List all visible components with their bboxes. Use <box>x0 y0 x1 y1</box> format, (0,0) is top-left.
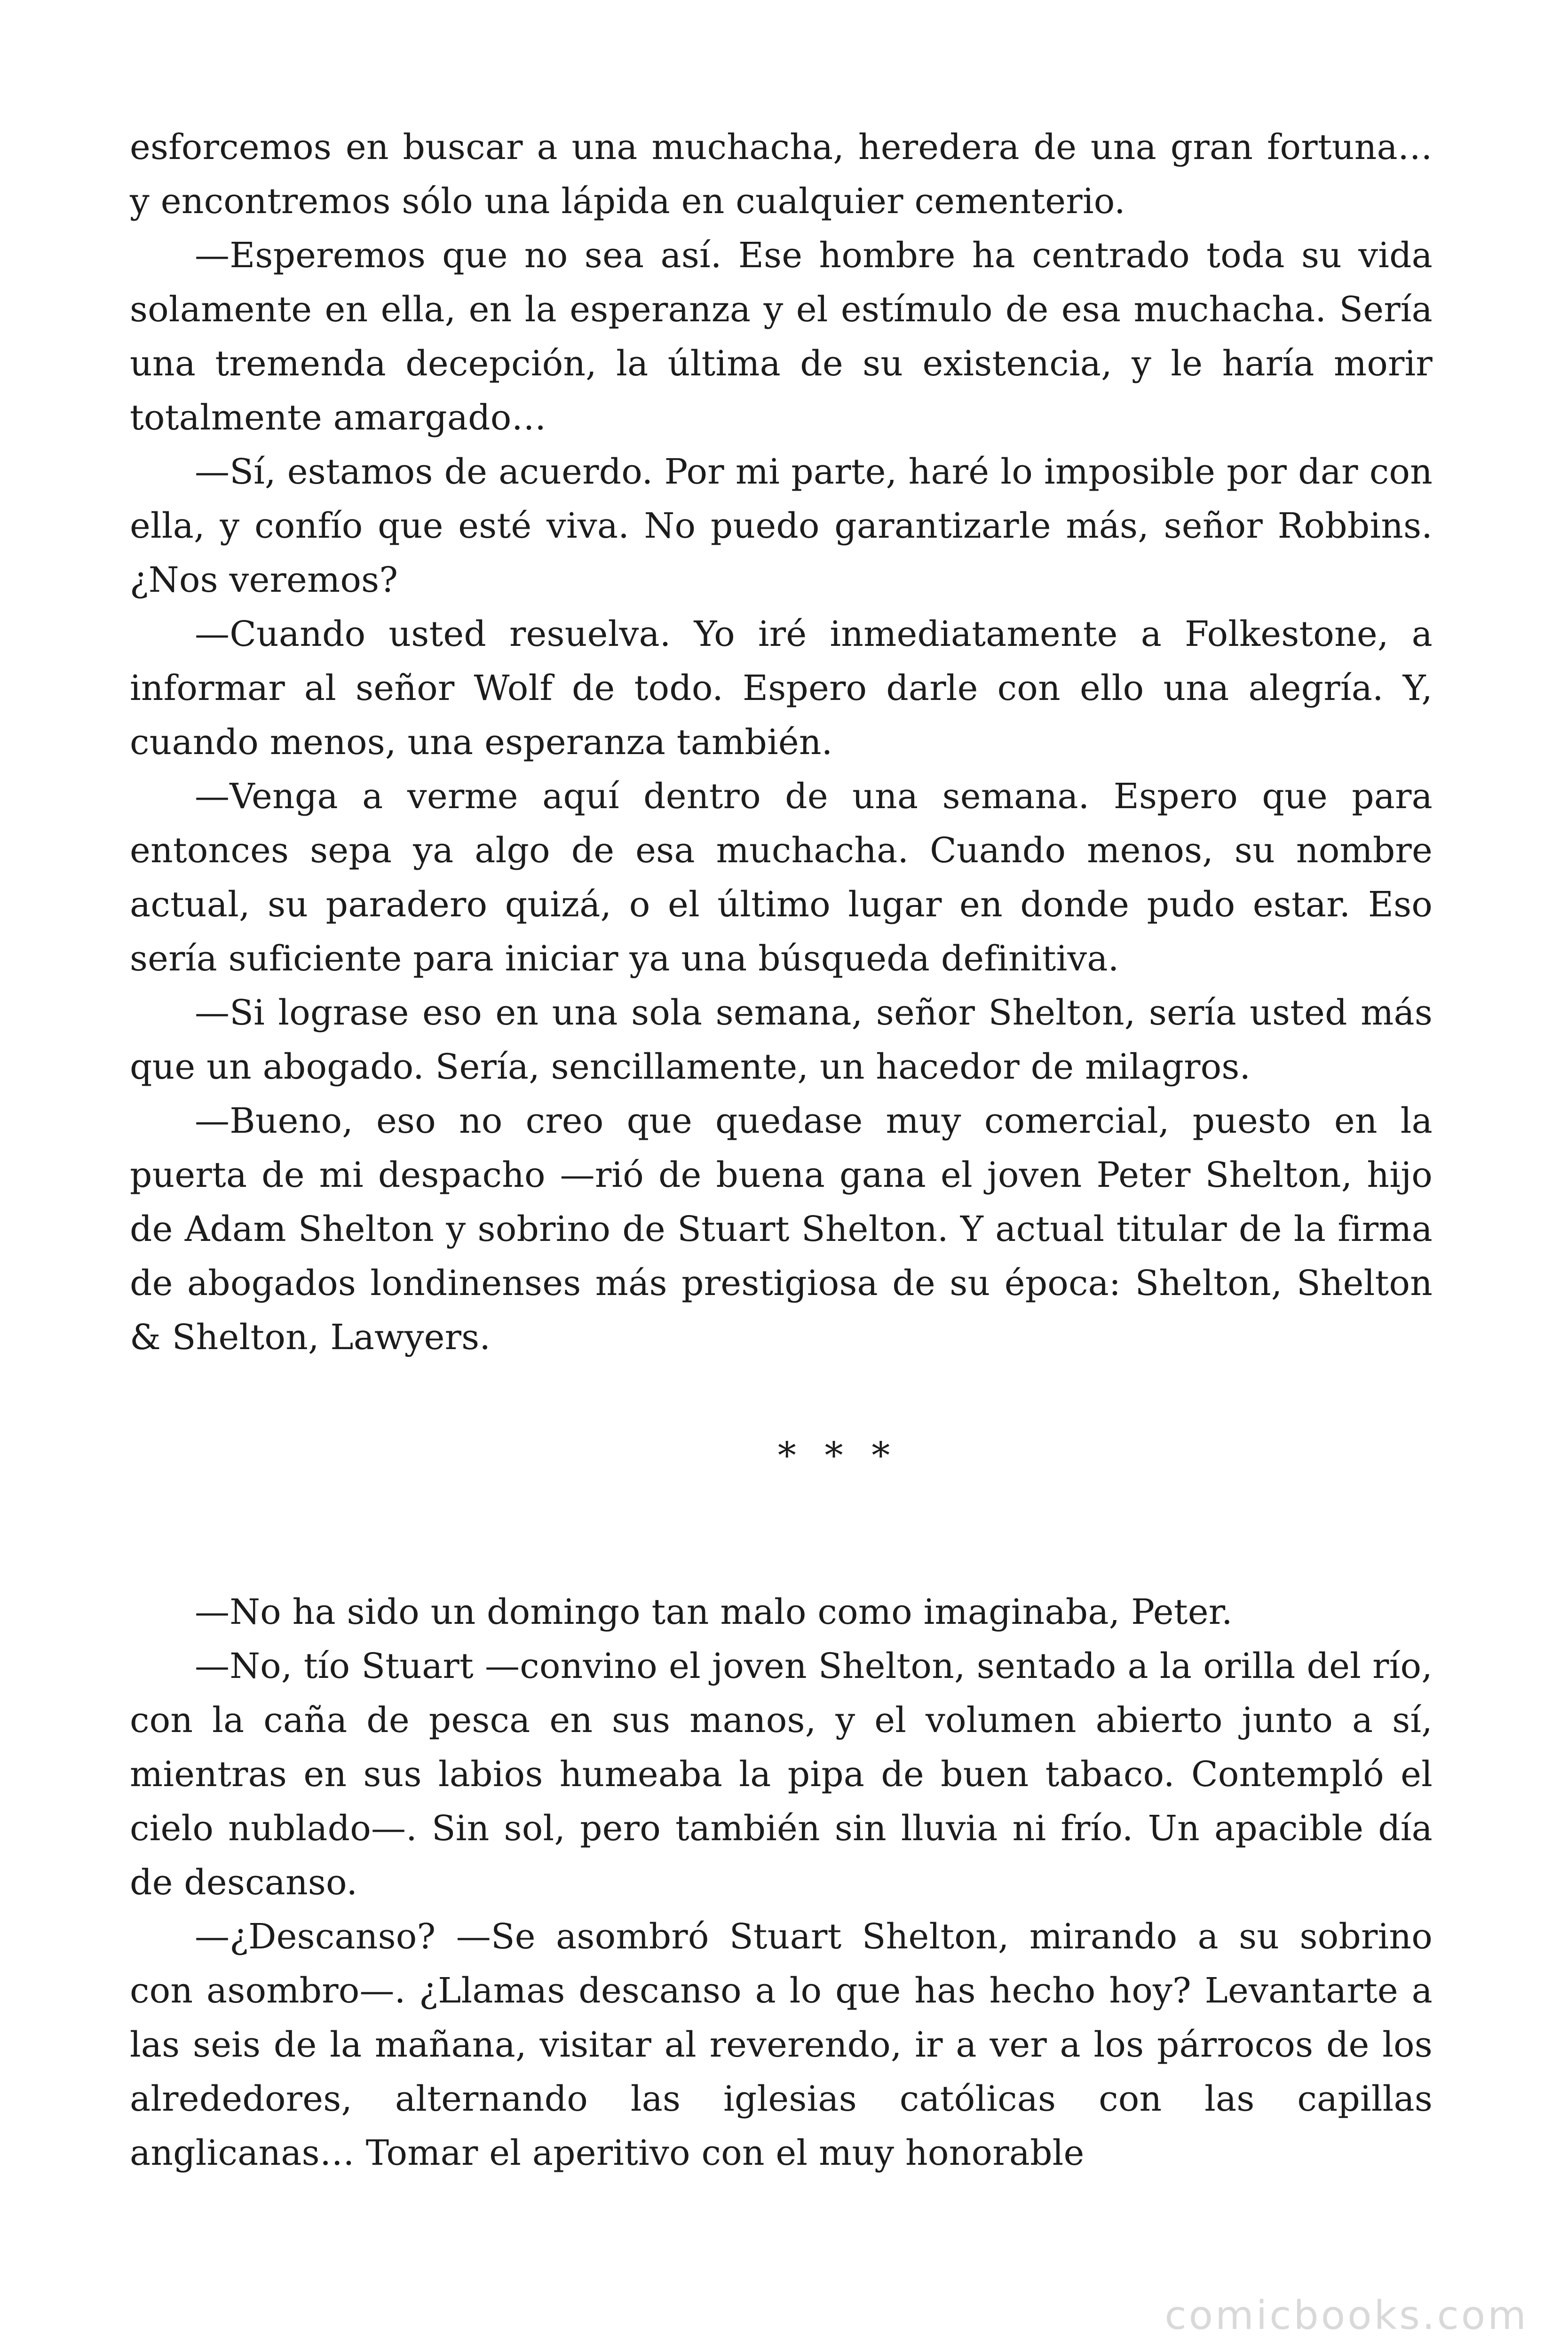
paragraph: —¿Descanso? —Se asombró Stuart Shelton, mirando a su sobrino con asombro—. ¿Llamas descanso a lo que has hecho hoy? Levantarte a las seis de la mañana, visitar al reverendo, ir a ver a los párrocos de los alrededores, alternando las iglesias católicas con las capillas anglicanas… Tomar el aperitivo con el muy honorable <box>130 1916 1433 2173</box>
paragraph: —Cuando usted resuelva. Yo iré inmediatamente a Folkestone, a informar al señor Wolf de todo. Espero darle con ello una alegría. Y, cuando menos, una esperanza también. <box>130 614 1433 763</box>
paragraph: —Bueno, eso no creo que quedase muy comercial, puesto en la puerta de mi despacho —rió de buena gana el joven Peter Shelton, hijo de Adam Shelton y sobrino de Stuart Shelton. Y actual titular de la firma de abogados londinenses más prestigiosa de su época: Shelton, Shelton & Shelton, Lawyers. <box>130 1101 1433 1358</box>
text-section-2 <box>130 1585 1433 2180</box>
paragraph: —Esperemos que no sea así. Ese hombre ha centrado toda su vida solamente en ella, en la esperanza y el estímulo de esa muchacha. Sería una tremenda decepción, la última de su existencia, y le haría morir totalmente amargado… <box>130 235 1433 438</box>
paragraph: —Sí, estamos de acuerdo. Por mi parte, haré lo imposible por dar con ella, y confío que esté viva. No puedo garantizarle más, señor Robbins. ¿Nos veremos? <box>130 452 1433 600</box>
paragraph: esforcemos en buscar a una muchacha, heredera de una gran fortuna… y encontremos sólo una lápida en cualquier cementerio. <box>130 127 1433 222</box>
paragraph: —Venga a verme aquí dentro de una semana. Espero que para entonces sepa ya algo de esa muchacha. Cuando menos, su nombre actual, su paradero quizá, o el último lugar en donde pudo estar. Eso sería suficiente para iniciar ya una búsqueda definitiva. <box>130 776 1433 979</box>
watermark: comicbooks.com <box>1164 2292 1528 2338</box>
paragraph: —No, tío Stuart —convino el joven Shelton, sentado a la orilla del río, con la caña de pesca en sus manos, y el volumen abierto junto a sí, mientras en sus labios humeaba la pipa de buen tabaco. Contempló el cielo nublado—. Sin sol, pero también sin lluvia ni frío. Un apacible día de descanso. <box>130 1646 1433 1903</box>
section-separator: * * * <box>777 1435 899 1477</box>
paragraph: —Si lograse eso en una sola semana, señor Shelton, sería usted más que un abogado. Sería, sencillamente, un hacedor de milagros. <box>130 993 1433 1087</box>
paragraph: —No ha sido un domingo tan malo como imaginaba, Peter. <box>195 1592 1233 1632</box>
text-section-1 <box>130 120 1433 1365</box>
